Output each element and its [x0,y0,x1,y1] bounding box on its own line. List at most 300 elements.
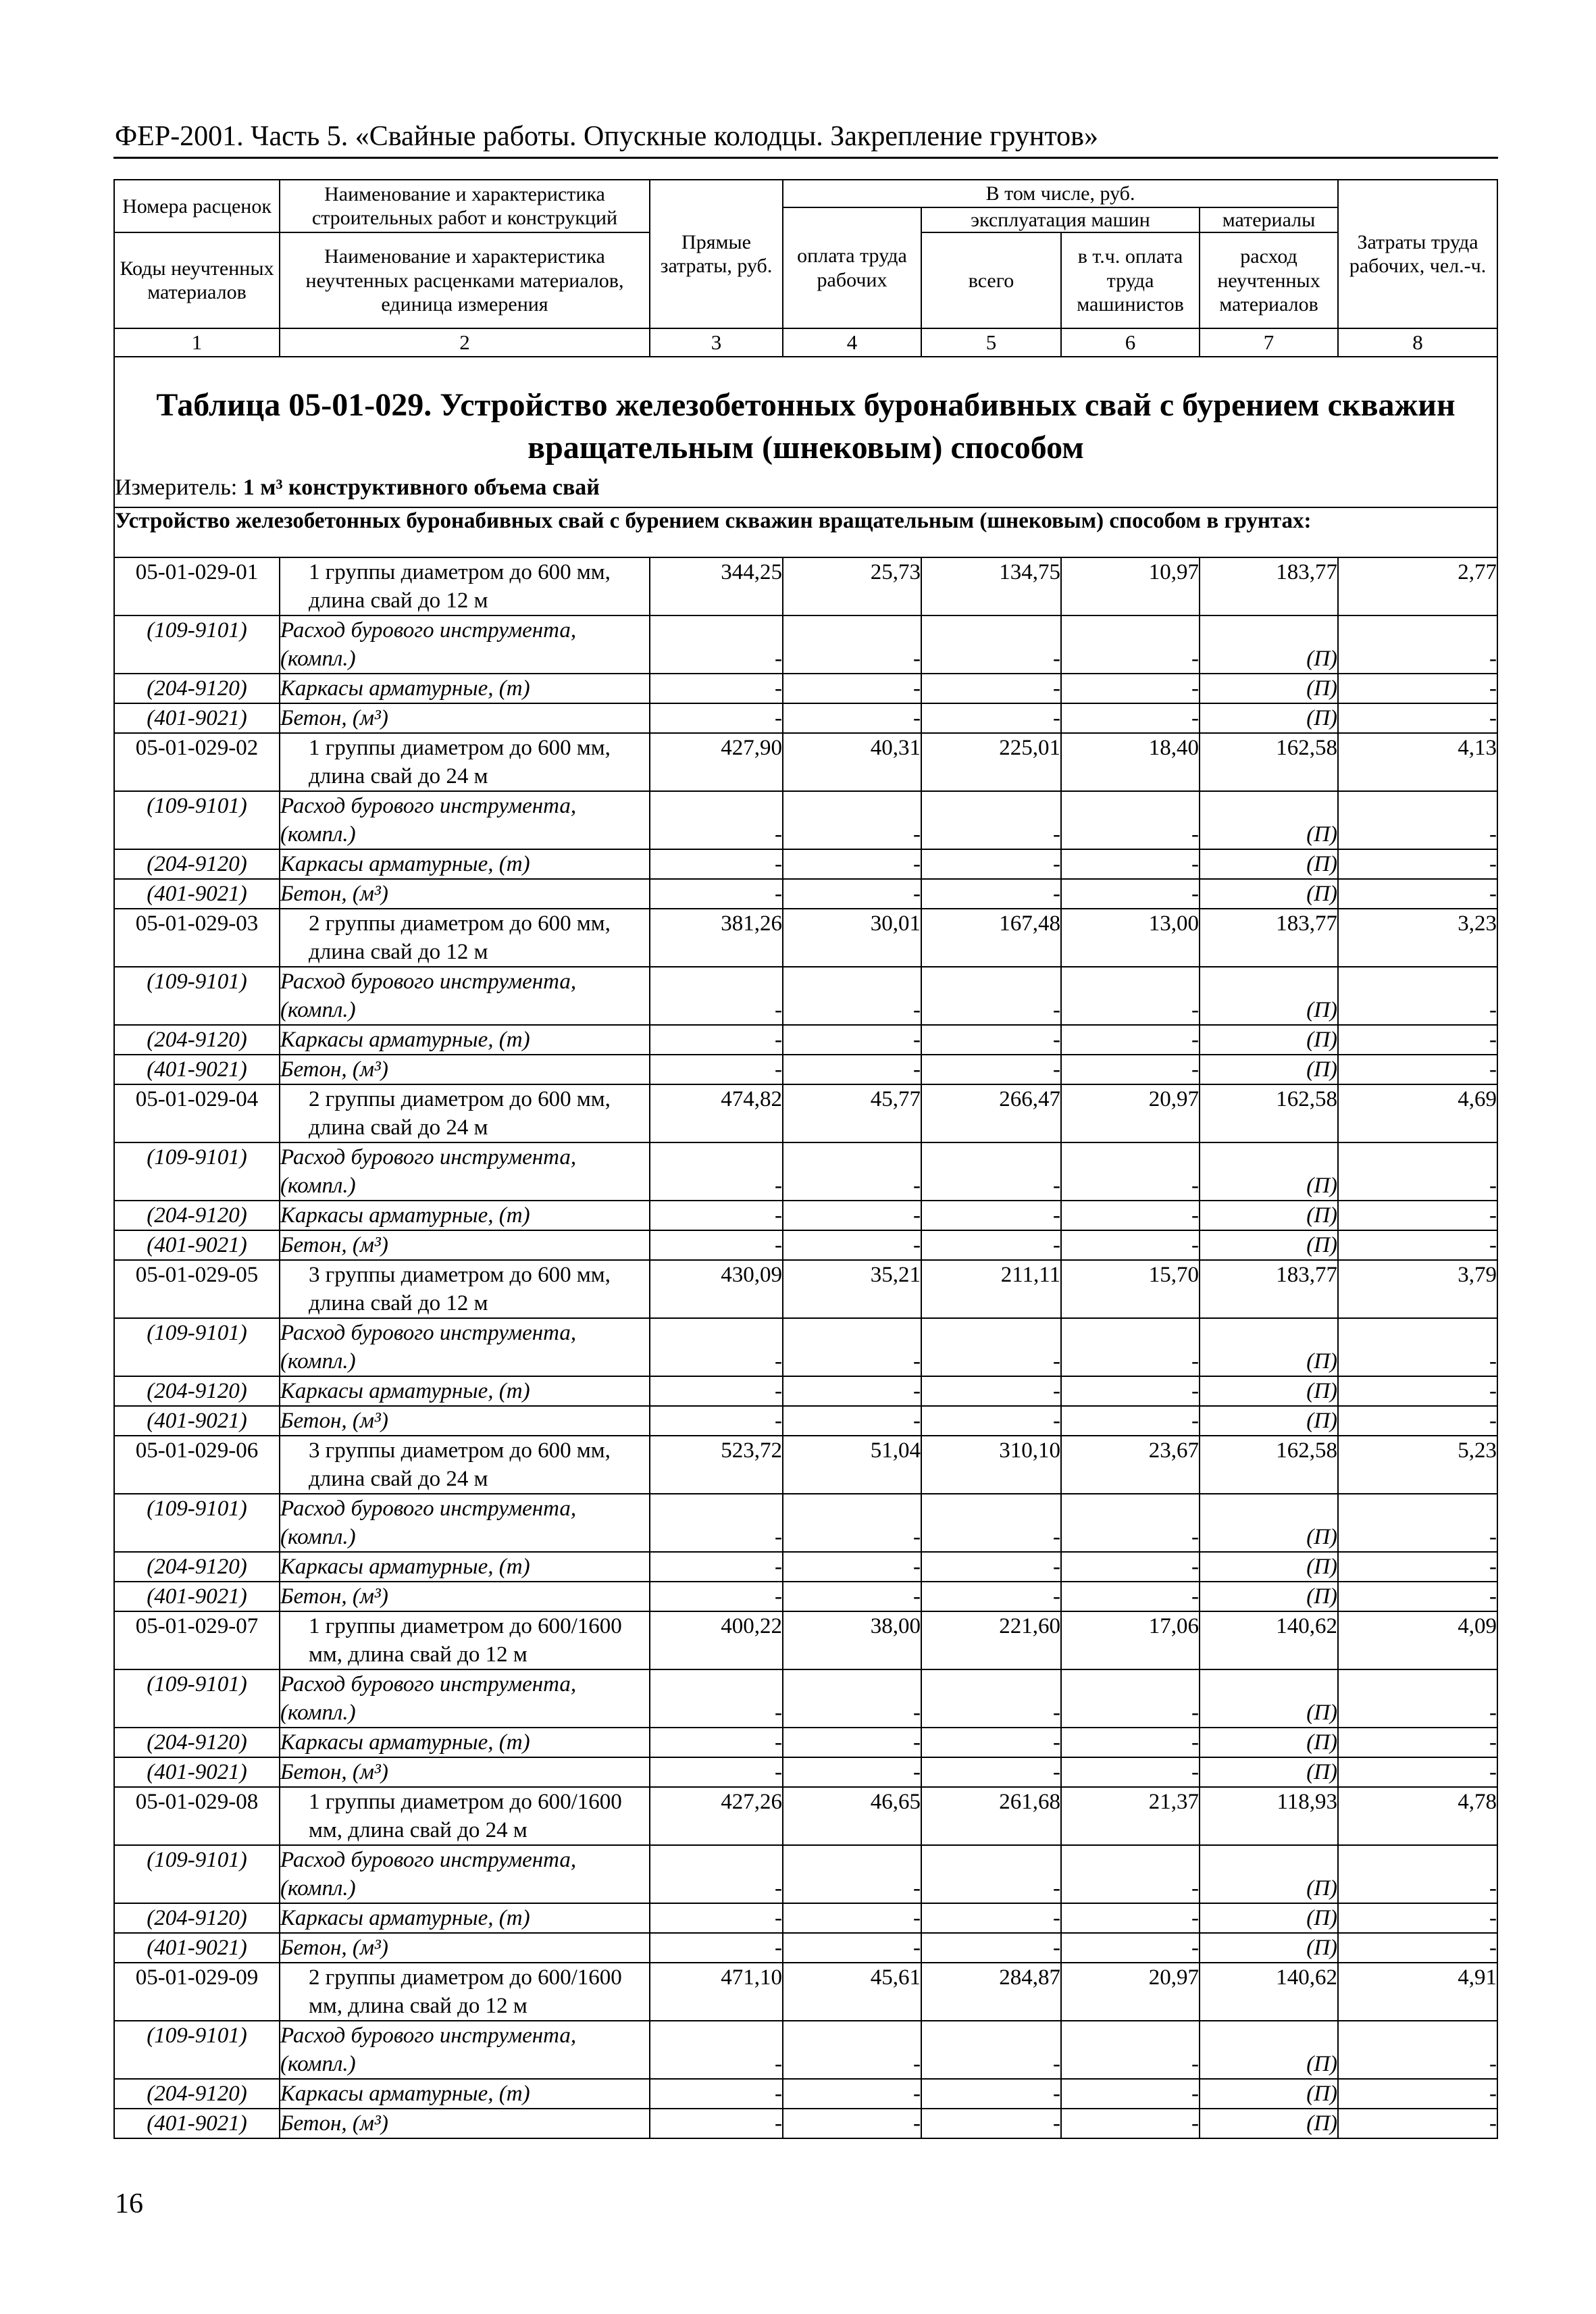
material-row [114,1903,1497,1933]
material-row [114,1933,1497,1963]
material-name: Каркасы арматурные, (т) [280,2079,650,2109]
material-code: (401-9021) [114,1406,280,1436]
rate-direct: 471,10 [650,1963,783,2021]
material-code: (109-9101) [114,1845,280,1903]
material-row [114,2079,1497,2109]
rate-labor: 35,21 [783,1260,921,1318]
dash-cell: - [1061,1230,1200,1260]
rate-labor: 30,01 [783,909,921,967]
dash-cell: - [783,1669,921,1728]
material-row [114,1201,1497,1230]
dash-cell: - [783,849,921,879]
dash-cell: - [1061,1933,1200,1963]
rate-machines: 310,10 [921,1436,1061,1494]
rate-labor-hours: 4,09 [1338,1611,1497,1669]
header-labor-hours: Затраты труда рабочих, чел.-ч. [1338,180,1497,328]
dash-cell: - [921,1494,1061,1552]
rate-row [114,557,1497,615]
running-header: ФЕР-2001. Часть 5. «Свайные работы. Опускные колодцы. Закрепление грунтов» [115,121,1098,152]
material-row [114,1757,1497,1787]
dash-cell: - [783,1318,921,1376]
material-flag: (П) [1200,1025,1338,1055]
material-name: Каркасы арматурные, (т) [280,674,650,703]
rate-operators: 23,67 [1061,1436,1200,1494]
material-flag: (П) [1200,1757,1338,1787]
table-title: Таблица 05-01-029. Устройство железобетонных буронабивных свай с бурением скважин вращательным (шнековым) способом [156,387,1456,466]
dash-cell: - [921,1376,1061,1406]
measure-label: Измеритель: [115,475,238,501]
rate-operators: 18,40 [1061,733,1200,791]
rate-name: 2 группы диаметром до 600/1600 мм, длина свай до 12 м [280,1963,650,2021]
material-code: (109-9101) [114,2021,280,2079]
dash-cell: - [1061,2079,1200,2109]
material-flag: (П) [1200,849,1338,879]
material-name: Бетон, (м³) [280,1406,650,1436]
column-number: 3 [650,328,783,357]
rate-direct: 427,26 [650,1787,783,1845]
material-flag: (П) [1200,1845,1338,1903]
material-name: Расход бурового инструмента, (компл.) [280,615,650,674]
rate-operators: 10,97 [1061,557,1200,615]
material-name: Бетон, (м³) [280,1230,650,1260]
dash-cell: - [650,1845,783,1903]
material-row [114,1142,1497,1201]
material-flag: (П) [1200,703,1338,733]
material-name: Каркасы арматурные, (т) [280,1201,650,1230]
material-flag: (П) [1200,1582,1338,1611]
dash-cell: - [1338,2021,1497,2079]
column-number: 7 [1200,328,1338,357]
rate-row [114,1084,1497,1142]
column-number: 4 [783,328,921,357]
material-flag: (П) [1200,1903,1338,1933]
dash-cell: - [783,1494,921,1552]
material-code: (204-9120) [114,2079,280,2109]
rate-machines: 167,48 [921,909,1061,967]
dash-cell: - [1061,849,1200,879]
rate-labor-hours: 5,23 [1338,1436,1497,1494]
dash-cell: - [1338,1494,1497,1552]
dash-cell: - [921,1406,1061,1436]
dash-cell: - [650,1933,783,1963]
material-code: (109-9101) [114,967,280,1025]
material-name: Расход бурового инструмента, (компл.) [280,1318,650,1376]
dash-cell: - [650,1201,783,1230]
dash-cell: - [921,615,1061,674]
price-table-body [114,180,1497,2138]
dash-cell: - [921,791,1061,849]
dash-cell: - [1061,703,1200,733]
material-name: Бетон, (м³) [280,1933,650,1963]
dash-cell: - [921,2021,1061,2079]
dash-cell: - [921,849,1061,879]
dash-cell: - [1338,879,1497,909]
rate-machines: 266,47 [921,1084,1061,1142]
dash-cell: - [1338,1728,1497,1757]
material-row [114,967,1497,1025]
column-number: 6 [1061,328,1200,357]
dash-cell: - [1061,1406,1200,1436]
material-row [114,674,1497,703]
material-name: Бетон, (м³) [280,1055,650,1084]
material-name: Расход бурового инструмента, (компл.) [280,1142,650,1201]
dash-cell: - [783,1552,921,1582]
header-material-names: Наименование и характеристика неучтенных расценками материалов, единица измерения [280,232,650,328]
material-flag: (П) [1200,1494,1338,1552]
material-row [114,1494,1497,1552]
dash-cell: - [650,1669,783,1728]
rate-labor: 38,00 [783,1611,921,1669]
material-code: (204-9120) [114,674,280,703]
material-code: (204-9120) [114,1728,280,1757]
material-row [114,2021,1497,2079]
material-flag: (П) [1200,1376,1338,1406]
rate-name: 3 группы диаметром до 600 мм, длина свай до 24 м [280,1436,650,1494]
rate-row [114,733,1497,791]
rate-operators: 20,97 [1061,1963,1200,2021]
header-materials-group: материалы [1200,207,1338,232]
header-labor-pay: оплата труда рабочих [783,207,921,328]
dash-cell: - [783,674,921,703]
material-row [114,1728,1497,1757]
dash-cell: - [921,1728,1061,1757]
material-name: Бетон, (м³) [280,1582,650,1611]
header-unaccounted-materials: расход неучтенных материалов [1200,232,1338,328]
material-name: Расход бурового инструмента, (компл.) [280,2021,650,2079]
material-flag: (П) [1200,2021,1338,2079]
material-name: Расход бурового инструмента, (компл.) [280,1845,650,1903]
dash-cell: - [921,1845,1061,1903]
material-row [114,1230,1497,1260]
rate-materials: 162,58 [1200,1084,1338,1142]
material-name: Бетон, (м³) [280,1757,650,1787]
dash-cell: - [650,1376,783,1406]
dash-cell: - [650,703,783,733]
dash-cell: - [1338,1376,1497,1406]
material-row [114,1582,1497,1611]
header-machines-total: всего [921,232,1061,328]
material-flag: (П) [1200,879,1338,909]
dash-cell: - [1338,1142,1497,1201]
rate-materials: 118,93 [1200,1787,1338,1845]
material-code: (109-9101) [114,791,280,849]
dash-cell: - [1338,2109,1497,2138]
dash-cell: - [921,2109,1061,2138]
material-flag: (П) [1200,1055,1338,1084]
rate-machines: 284,87 [921,1963,1061,2021]
material-row [114,1552,1497,1582]
material-row [114,2109,1497,2138]
dash-cell: - [1338,1757,1497,1787]
dash-cell: - [1061,1903,1200,1933]
dash-cell: - [1061,879,1200,909]
dash-cell: - [1338,1845,1497,1903]
column-number-row [114,328,1497,357]
material-code: (204-9120) [114,1025,280,1055]
header-machines-group: эксплуатация машин [921,207,1200,232]
rate-operators: 20,97 [1061,1084,1200,1142]
measure-row [114,469,1497,507]
rate-labor-hours: 3,79 [1338,1260,1497,1318]
dash-cell: - [921,1903,1061,1933]
rate-machines: 261,68 [921,1787,1061,1845]
dash-cell: - [921,1025,1061,1055]
material-flag: (П) [1200,1318,1338,1376]
rate-machines: 225,01 [921,733,1061,791]
dash-cell: - [1061,674,1200,703]
dash-cell: - [1338,1318,1497,1376]
dash-cell: - [783,1728,921,1757]
rate-code: 05-01-029-06 [114,1436,280,1494]
rate-labor-hours: 4,13 [1338,733,1497,791]
dash-cell: - [650,849,783,879]
material-name: Бетон, (м³) [280,879,650,909]
rate-row [114,1787,1497,1845]
rate-row [114,1436,1497,1494]
rate-name: 1 группы диаметром до 600/1600 мм, длина свай до 24 м [280,1787,650,1845]
rate-labor: 46,65 [783,1787,921,1845]
rate-labor-hours: 3,23 [1338,909,1497,967]
rate-direct: 427,90 [650,733,783,791]
dash-cell: - [921,967,1061,1025]
dash-cell: - [1338,674,1497,703]
material-name: Бетон, (м³) [280,2109,650,2138]
dash-cell: - [1061,1845,1200,1903]
page-number: 16 [115,2188,143,2219]
dash-cell: - [783,703,921,733]
dash-cell: - [921,1552,1061,1582]
rate-row [114,1260,1497,1318]
dash-cell: - [1061,1494,1200,1552]
material-name: Каркасы арматурные, (т) [280,1728,650,1757]
dash-cell: - [1338,967,1497,1025]
dash-cell: - [1061,615,1200,674]
column-number: 1 [114,328,280,357]
dash-cell: - [1338,2079,1497,2109]
dash-cell: - [650,1025,783,1055]
dash-cell: - [1061,2021,1200,2079]
dash-cell: - [1061,1582,1200,1611]
dash-cell: - [783,1933,921,1963]
dash-cell: - [1061,967,1200,1025]
material-flag: (П) [1200,791,1338,849]
dash-cell: - [921,1318,1061,1376]
rate-name: 1 группы диаметром до 600 мм, длина свай до 24 м [280,733,650,791]
material-name: Расход бурового инструмента, (компл.) [280,791,650,849]
rate-direct: 474,82 [650,1084,783,1142]
rate-materials: 183,77 [1200,557,1338,615]
material-row [114,615,1497,674]
header-rule [113,157,1498,159]
rate-operators: 21,37 [1061,1787,1200,1845]
material-code: (204-9120) [114,1376,280,1406]
dash-cell: - [650,1142,783,1201]
rate-machines: 221,60 [921,1611,1061,1669]
rate-labor-hours: 4,78 [1338,1787,1497,1845]
dash-cell: - [921,674,1061,703]
dash-cell: - [650,674,783,703]
material-name: Каркасы арматурные, (т) [280,1025,650,1055]
dash-cell: - [921,1669,1061,1728]
dash-cell: - [783,1406,921,1436]
dash-cell: - [1338,1582,1497,1611]
material-code: (401-9021) [114,1933,280,1963]
rate-code: 05-01-029-03 [114,909,280,967]
material-name: Бетон, (м³) [280,703,650,733]
rate-labor: 25,73 [783,557,921,615]
header-direct-costs: Прямые затраты, руб. [650,180,783,328]
material-row [114,1376,1497,1406]
dash-cell: - [921,2079,1061,2109]
rate-row [114,909,1497,967]
dash-cell: - [1338,1669,1497,1728]
rate-labor-hours: 4,91 [1338,1963,1497,2021]
rate-operators: 15,70 [1061,1260,1200,1318]
rate-labor: 45,77 [783,1084,921,1142]
dash-cell: - [650,791,783,849]
dash-cell: - [650,1552,783,1582]
dash-cell: - [783,1757,921,1787]
column-number: 5 [921,328,1061,357]
dash-cell: - [921,879,1061,909]
material-code: (401-9021) [114,1230,280,1260]
rate-direct: 523,72 [650,1436,783,1494]
material-code: (109-9101) [114,1318,280,1376]
header-work-name: Наименование и характеристика строительных работ и конструкций [280,180,650,232]
material-row [114,791,1497,849]
material-name: Каркасы арматурные, (т) [280,1376,650,1406]
dash-cell: - [650,1406,783,1436]
dash-cell: - [650,1582,783,1611]
rate-code: 05-01-029-08 [114,1787,280,1845]
rate-labor: 45,61 [783,1963,921,2021]
material-code: (109-9101) [114,1669,280,1728]
rate-code: 05-01-029-05 [114,1260,280,1318]
dash-cell: - [650,2109,783,2138]
material-code: (204-9120) [114,1552,280,1582]
dash-cell: - [1338,615,1497,674]
dash-cell: - [1338,849,1497,879]
material-row [114,1025,1497,1055]
material-flag: (П) [1200,1552,1338,1582]
material-name: Расход бурового инструмента, (компл.) [280,1669,650,1728]
rate-materials: 140,62 [1200,1611,1338,1669]
dash-cell: - [783,1376,921,1406]
section-title: Устройство железобетонных буронабивных свай с бурением скважин вращательным (шнековым) способом в грунтах: [114,507,1497,557]
rate-code: 05-01-029-07 [114,1611,280,1669]
material-flag: (П) [1200,1728,1338,1757]
dash-cell: - [650,615,783,674]
dash-cell: - [1061,1757,1200,1787]
dash-cell: - [921,1230,1061,1260]
dash-cell: - [650,1494,783,1552]
dash-cell: - [921,1142,1061,1201]
dash-cell: - [1061,2109,1200,2138]
material-flag: (П) [1200,674,1338,703]
column-number: 8 [1338,328,1497,357]
material-name: Каркасы арматурные, (т) [280,1552,650,1582]
dash-cell: - [1338,1025,1497,1055]
rate-materials: 140,62 [1200,1963,1338,2021]
rate-row [114,1963,1497,2021]
rate-machines: 211,11 [921,1260,1061,1318]
dash-cell: - [1061,1025,1200,1055]
dash-cell: - [1061,1201,1200,1230]
material-name: Каркасы арматурные, (т) [280,849,650,879]
dash-cell: - [783,1055,921,1084]
material-flag: (П) [1200,967,1338,1025]
material-flag: (П) [1200,1406,1338,1436]
rate-operators: 13,00 [1061,909,1200,967]
dash-cell: - [650,879,783,909]
header-material-codes: Коды неучтенных материалов [114,232,280,328]
dash-cell: - [1338,1933,1497,1963]
rate-operators: 17,06 [1061,1611,1200,1669]
material-flag: (П) [1200,615,1338,674]
dash-cell: - [650,1728,783,1757]
dash-cell: - [1061,791,1200,849]
dash-cell: - [650,1757,783,1787]
dash-cell: - [650,1318,783,1376]
rate-labor: 40,31 [783,733,921,791]
material-flag: (П) [1200,1933,1338,1963]
material-row [114,879,1497,909]
dash-cell: - [1338,1406,1497,1436]
dash-cell: - [921,1055,1061,1084]
rate-materials: 162,58 [1200,733,1338,791]
material-flag: (П) [1200,1230,1338,1260]
dash-cell: - [783,615,921,674]
dash-cell: - [783,2079,921,2109]
dash-cell: - [1338,1552,1497,1582]
spacer-cell [114,357,1497,384]
material-row [114,1318,1497,1376]
dash-cell: - [921,1582,1061,1611]
rate-materials: 183,77 [1200,909,1338,967]
dash-cell: - [1061,1055,1200,1084]
material-code: (401-9021) [114,703,280,733]
dash-cell: - [1338,1230,1497,1260]
rate-row [114,1611,1497,1669]
material-name: Каркасы арматурные, (т) [280,1903,650,1933]
rate-code: 05-01-029-04 [114,1084,280,1142]
dash-cell: - [650,1230,783,1260]
dash-cell: - [921,1201,1061,1230]
rate-labor-hours: 4,69 [1338,1084,1497,1142]
rate-name: 1 группы диаметром до 600/1600 мм, длина свай до 12 м [280,1611,650,1669]
dash-cell: - [650,1055,783,1084]
rate-code: 05-01-029-02 [114,733,280,791]
dash-cell: - [1061,1318,1200,1376]
material-row [114,1845,1497,1903]
measure-value: 1 м³ конструктивного объема свай [242,475,600,501]
dash-cell: - [783,879,921,909]
material-row [114,1669,1497,1728]
dash-cell: - [1061,1728,1200,1757]
material-code: (204-9120) [114,849,280,879]
material-code: (204-9120) [114,1903,280,1933]
material-row [114,703,1497,733]
material-row [114,1406,1497,1436]
rate-direct: 400,22 [650,1611,783,1669]
dash-cell: - [783,1903,921,1933]
rate-direct: 381,26 [650,909,783,967]
material-code: (109-9101) [114,1142,280,1201]
material-code: (401-9021) [114,879,280,909]
dash-cell: - [1061,1142,1200,1201]
dash-cell: - [1338,1201,1497,1230]
rate-machines: 134,75 [921,557,1061,615]
